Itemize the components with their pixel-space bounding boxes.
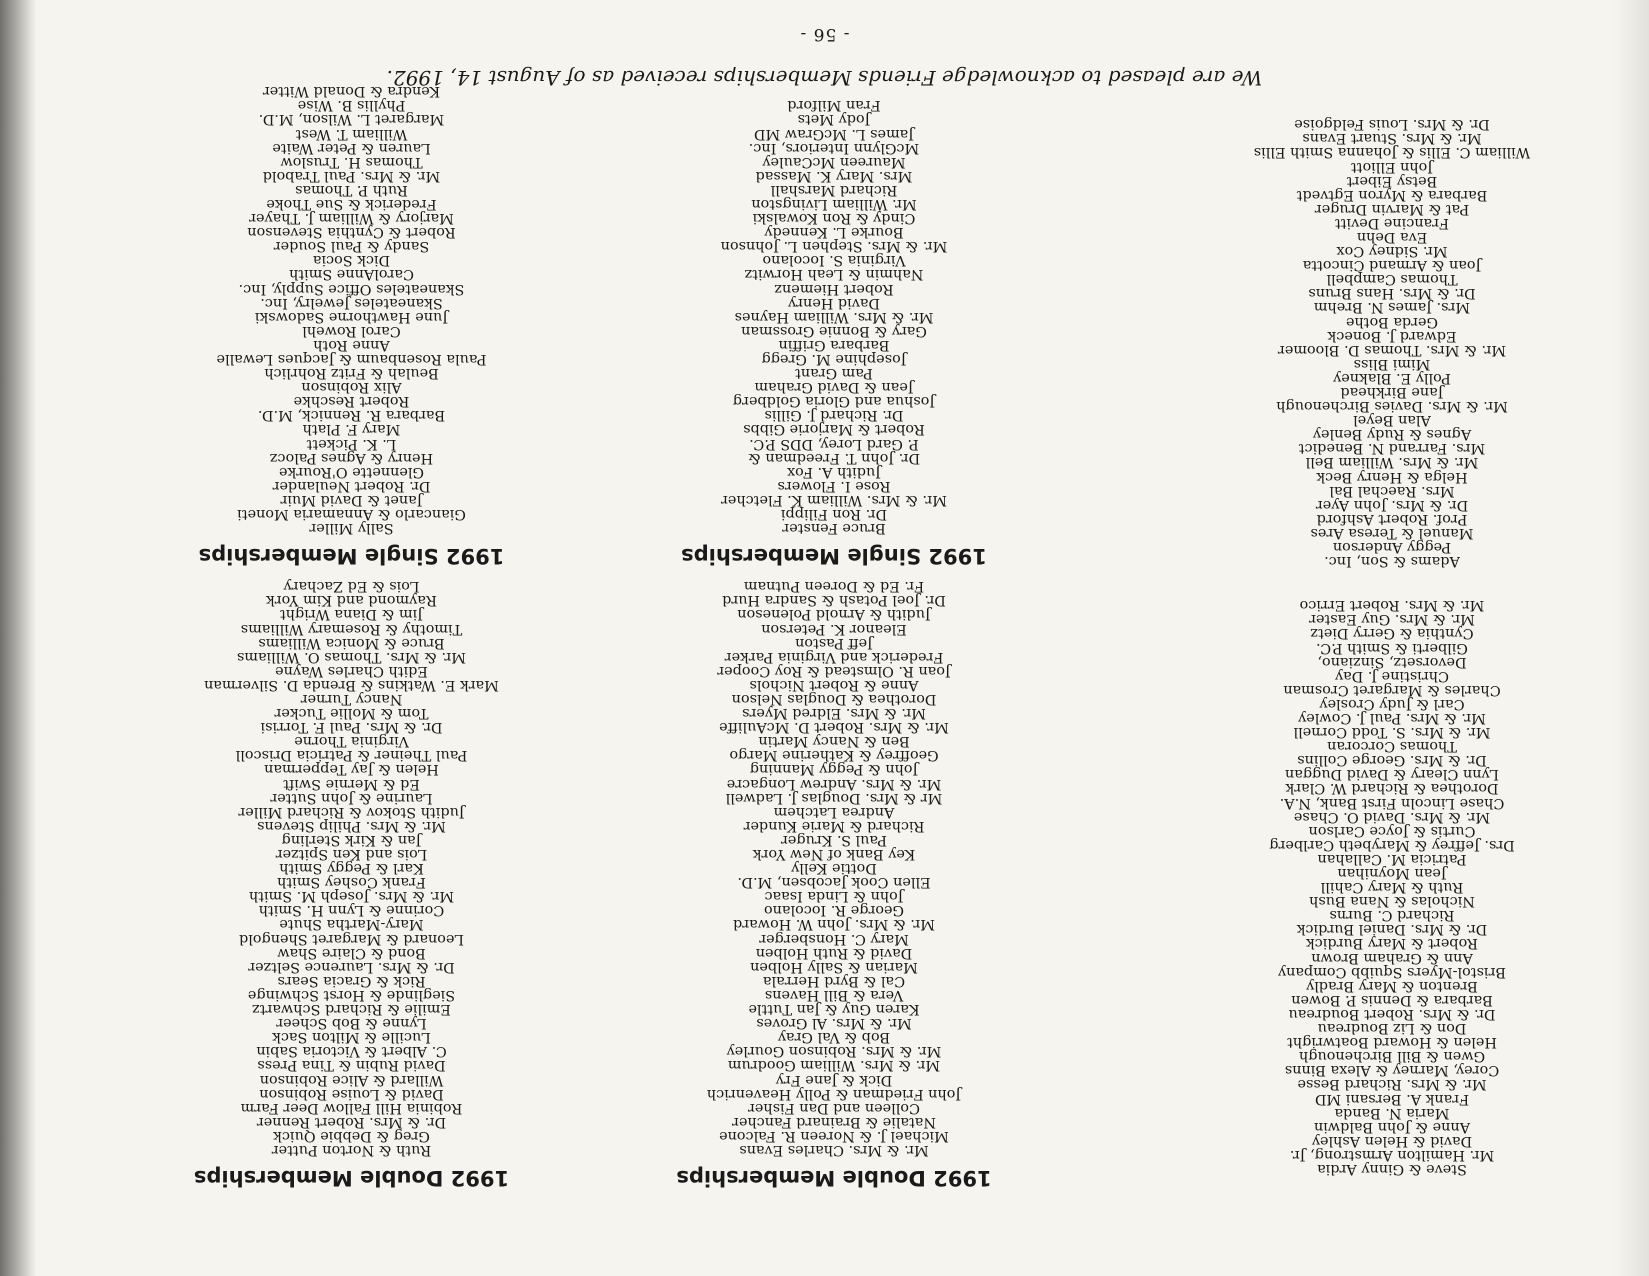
member-name: David Rubin & Tina Press xyxy=(257,1057,446,1074)
member-name: Corey, Marney & Alexa Binns xyxy=(1284,1062,1500,1079)
member-name: Rose I. Flowers xyxy=(777,477,891,494)
member-name: Mr. Hamilton Armstrong, Jr. xyxy=(1289,1146,1495,1163)
member-name: Ruth P. Thomas xyxy=(295,181,408,198)
member-name: P. Gard Lorey, DDS P.C. xyxy=(749,435,919,452)
member-name: Fr. Ed & Doreen Putnam xyxy=(743,578,925,595)
member-name: Paula Rosenbaum & Jacques Lewalle xyxy=(216,351,487,368)
member-name: Robert & Cynthia Stevenson xyxy=(247,224,456,241)
member-name: Jean Moynihan xyxy=(1337,865,1447,882)
member-name: Mr. & Mrs. Stephen L. Johnson xyxy=(720,238,948,255)
member-name: Gilberti & Smith P.C. xyxy=(1316,639,1468,656)
member-name: Jim & Diana Wright xyxy=(280,606,424,623)
page-number: - 56 - xyxy=(799,24,850,44)
member-name: Mr. & Mrs. Richard Besse xyxy=(1297,1076,1487,1093)
member-name: Lois and Ken Spitzer xyxy=(275,846,428,863)
column-1 xyxy=(1177,117,1607,1176)
member-name: Mr. & Mrs. Davies Birchenough xyxy=(1276,398,1508,415)
member-name: Key Bank of New York xyxy=(752,846,916,863)
member-name: Mimi Bliss xyxy=(1353,355,1431,372)
member-name: McGlynn Interiors, Inc. xyxy=(748,139,920,156)
member-name: Pat & Marvin Druger xyxy=(1314,200,1470,217)
member-name: Mrs. Raechal Bal xyxy=(1329,482,1455,499)
member-name: Marian & Sally Holben xyxy=(750,958,918,975)
member-name: Emilie & Richard Schwartz xyxy=(252,1001,451,1018)
member-name: Dr. Richard J. Gillis xyxy=(764,407,904,424)
member-name: Frank Coshey Smith xyxy=(277,874,426,891)
member-name: Bristol-Myers Squibb Company xyxy=(1277,963,1507,980)
member-name: Anne Roth xyxy=(313,336,390,353)
member-name: Mr. & Mrs. Joseph M. Smith xyxy=(248,888,455,905)
member-name: Phyllis B. Wise xyxy=(297,97,406,114)
page-shadow-right xyxy=(0,0,36,1276)
member-name: Mr. & Mrs. Robert D. McAuliffe xyxy=(719,719,949,736)
single-memberships-list xyxy=(614,98,1054,535)
member-name: Polly E. Blakney xyxy=(1333,369,1451,386)
member-name: Betsy Eibert xyxy=(1346,172,1438,189)
member-name: Glennette O'Rourke xyxy=(279,463,424,480)
member-name: Frederick and Virginia Parker xyxy=(724,648,944,665)
member-name: Dr. & Mrs. Paul F. Torrisi xyxy=(260,719,443,736)
member-name: Mr. Sidney Cox xyxy=(1336,243,1448,260)
member-name: Nahmin & Leah Horwitz xyxy=(744,266,924,283)
double-memberships-list xyxy=(614,579,1054,1157)
member-name: Virginia S. Iocolano xyxy=(762,252,906,269)
member-name: Robert Reschke xyxy=(293,393,410,410)
member-name: Mr. & Mrs. Al Groves xyxy=(756,1015,912,1032)
member-name: David & Louise Robinson xyxy=(259,1085,444,1102)
member-name: Richard Marshall xyxy=(770,181,898,198)
member-name: Dorothea & Richard W. Clark xyxy=(1285,780,1499,797)
member-name: Dick Socia xyxy=(312,252,391,269)
member-name: Barbara R. Rennick, M.D. xyxy=(257,407,446,424)
member-name: Dr. & Mrs. Robert Boudreau xyxy=(1288,1005,1496,1022)
member-name: Skaneateles Office Supply, Inc. xyxy=(238,280,465,297)
member-name: Eva Dehn xyxy=(1356,229,1428,245)
member-name: Jody Mets xyxy=(797,111,871,128)
member-name: Prof. Robert Ashford xyxy=(1316,510,1468,527)
member-name: L. K. Pickett xyxy=(306,435,397,452)
member-name: Carol Rowehl xyxy=(302,322,401,339)
member-name: Kendra & Donald Witter xyxy=(262,83,441,100)
member-name: Alix Robinson xyxy=(301,379,402,396)
member-name: William C. Ellis & Johanna Smith Ellis xyxy=(1253,144,1531,161)
member-name: Mr. & Mrs. Philip Stevens xyxy=(257,817,446,834)
member-name: Dr. & Mrs. John Ayer xyxy=(1315,496,1469,513)
single-memberships-heading: 1992 Single Memberships xyxy=(681,544,987,569)
member-name: Barbara & Myron Egtvedt xyxy=(1296,186,1488,203)
member-name: Mary-Martha Shute xyxy=(279,916,424,933)
member-name: Mr. & Mrs. William Goodrum xyxy=(727,1057,941,1074)
member-name: Gerda Bothe xyxy=(1345,313,1439,330)
member-name: Charles & Margaret Crosman xyxy=(1283,681,1501,698)
member-name: Gary & Bonnie Grossman xyxy=(741,322,927,339)
member-name: Karl & Peggy Smith xyxy=(279,860,424,877)
member-name: Dr. & Mrs. Robert Renner xyxy=(256,1113,447,1130)
member-name: Chase Lincoln First Bank, N.A. xyxy=(1279,794,1505,811)
member-name: Mrs. James N. Brehm xyxy=(1313,299,1471,316)
member-name: Mrs. Farrand N. Benedict xyxy=(1298,440,1486,457)
member-name: Thomas Campbell xyxy=(1326,271,1458,288)
member-name: Joan & Armand Cincotta xyxy=(1302,257,1482,274)
member-name: Curtis & Joyce Carlson xyxy=(1308,822,1476,839)
member-name: Devorsetz, Sinziano, xyxy=(1317,653,1467,670)
member-name: Thomas H. Truslow xyxy=(280,153,423,170)
member-name: Edith Charles Wayne xyxy=(275,662,428,679)
member-name: Mr. & Mrs. Andrew Longacre xyxy=(726,775,942,792)
member-name: Raymond and Kim York xyxy=(266,592,437,609)
member-name: Margaret L. Wilson, M.D. xyxy=(258,111,445,128)
member-name: Lynn Cleary & David Duggan xyxy=(1285,766,1499,783)
member-name: Nancy Turner xyxy=(300,691,403,707)
member-name: Giancarlo & Annamaria Moneti xyxy=(237,506,466,523)
member-name: June Hawthorne Sadowski xyxy=(254,308,449,325)
member-name: Mr & Mrs. Douglas J. Ladwell xyxy=(725,789,943,806)
column-1-list xyxy=(1177,117,1607,1176)
member-name: CarolAnne Smith xyxy=(289,266,414,283)
member-name: Gwen & Bill Birchenough xyxy=(1298,1048,1486,1065)
member-name: James L. McGraw MD xyxy=(753,125,915,142)
member-name: Peggy Anderson xyxy=(1332,539,1452,556)
member-name: Vera & Bill Havens xyxy=(764,986,904,1003)
member-name: Mr. & Mrs. Charles Evans xyxy=(739,1142,929,1158)
member-name: Colleen and Dan Fisher xyxy=(748,1099,920,1116)
member-name: Richard C. Burns xyxy=(1329,907,1455,924)
member-name: John & Peggy Manning xyxy=(749,761,919,778)
member-name: Mary F. Plath xyxy=(302,421,401,438)
member-name: Dr. & Mrs. Laurence Seltzer xyxy=(248,958,455,975)
member-name: John Elliott xyxy=(1350,158,1434,175)
member-name: Christine J. Day xyxy=(1335,667,1449,684)
member-name: Lauren & Peter Waite xyxy=(272,139,431,156)
member-name: Frank A. Bersani MD xyxy=(1314,1090,1470,1107)
member-name: Mr. & Mrs. Paul Trabold xyxy=(262,167,441,184)
member-name: Ellen Cook Jacobsen, M.D. xyxy=(737,874,931,891)
member-name: Cynthia & Gerry Dietz xyxy=(1310,625,1474,642)
member-name: Mr. & Mrs. Eldred Myers xyxy=(742,705,926,722)
member-name: Mr. & Mrs. S. Todd Cornell xyxy=(1293,724,1491,741)
member-name: Cindy & Ron Kowalski xyxy=(752,210,916,227)
member-name: Ed & Mernie Swift xyxy=(283,775,420,792)
member-name: Geoffrey & Katherine Margo xyxy=(729,747,939,764)
member-name: Mr. & Mrs. John W. Howard xyxy=(733,916,935,933)
member-name: Joan R. Olmstead & Roy Cooper xyxy=(717,662,951,679)
member-name: Andrea Latchem xyxy=(773,803,895,820)
member-name: Mr. & Mrs. William Bell xyxy=(1305,454,1479,471)
member-name: Helga & Henry Beck xyxy=(1316,468,1468,485)
member-name: Lynne & Bob Scheer xyxy=(276,1015,427,1032)
member-name: Francine Devitt xyxy=(1334,214,1450,231)
member-name: Mr. & Mrs. Robinson Gourley xyxy=(726,1043,942,1060)
member-name: Don & Liz Boudreau xyxy=(1317,1020,1467,1037)
member-name: David Henry xyxy=(788,294,880,311)
member-name: Judith A. Fox xyxy=(787,463,881,480)
double-memberships-heading: 1992 Double Memberships xyxy=(193,1166,510,1190)
member-name: Pam Grant xyxy=(795,365,873,382)
member-name: Manuel & Teresa Ares xyxy=(1310,524,1474,541)
member-name: Alan Beyel xyxy=(1353,412,1431,429)
member-name: Steve & Ginny Ardia xyxy=(1317,1161,1467,1177)
intro-text: We are pleased to acknowledge Friends Memberships received as of August 14, 1992. xyxy=(386,66,1263,90)
member-name: Dorothea & Douglas Nelson xyxy=(731,691,937,707)
single-memberships-list xyxy=(129,84,574,535)
member-name: Jane Birkhead xyxy=(1340,384,1444,401)
member-name: Dr. John T. Freedman & xyxy=(747,449,921,466)
member-name: Adams & Son, Inc. xyxy=(1324,553,1460,570)
member-name: Mr. & Mrs. William Haynes xyxy=(734,308,934,325)
member-name: Judith & Arnold Poleneson xyxy=(737,606,931,623)
member-name: Carl & Judy Crosley xyxy=(1319,695,1465,712)
member-name: Lucille & Milton Sack xyxy=(272,1029,431,1046)
member-name: Josephine M. Gregg xyxy=(761,351,907,368)
member-name: Dr. Ron Filippi xyxy=(780,506,888,523)
member-name: Agnes & Rudy Benley xyxy=(1312,426,1472,443)
member-name: Mr. William Livingston xyxy=(751,196,917,212)
member-name: Bond & Claire Shaw xyxy=(277,944,426,961)
member-name: Janet & David Muir xyxy=(280,491,423,508)
member-name: George R. Iocolano xyxy=(763,902,905,919)
member-name: Willard & Alice Robinson xyxy=(259,1071,444,1088)
double-memberships-list xyxy=(129,579,574,1157)
member-name: Dr. & Mrs. George Collins xyxy=(1297,752,1487,769)
member-name: John Friedman & Polly Heavenrich xyxy=(706,1085,962,1102)
member-name: Bob & Val Gray xyxy=(777,1029,891,1046)
single-memberships-heading: 1992 Single Memberships xyxy=(198,544,505,569)
member-name: Mr. & Mrs. David O. Chase xyxy=(1293,808,1491,825)
member-name: Ben & Nancy Martin xyxy=(758,733,910,750)
member-name: Robinia Hill Fallow Deer Farm xyxy=(240,1099,463,1116)
member-name: Nicholas & Nana Bush xyxy=(1309,893,1475,910)
member-name: Mr. & Mrs. Stuart Evans xyxy=(1302,130,1482,147)
member-name: Beulah & Fritz Rohrlich xyxy=(264,365,439,382)
member-name: Fran Milford xyxy=(787,97,881,114)
member-name: Paul Theiner & Patricia Driscoll xyxy=(235,747,468,764)
member-name: Dr. Joel Potash & Sandra Hurd xyxy=(722,592,946,609)
member-name: Corinne & Lynn H. Smith xyxy=(258,902,445,919)
member-name: Dick & Jane Fry xyxy=(775,1071,893,1088)
member-name: Brenton & Mary Bradly xyxy=(1306,977,1478,994)
member-name: Dr. Robert Neulander xyxy=(272,477,431,494)
member-name: Eleanor K. Peterson xyxy=(761,620,907,637)
column-3 xyxy=(129,84,574,1201)
member-name: Drs. Jeffrey & Marybeth Carlberg xyxy=(1269,836,1515,853)
member-name: Timothy & Rosemary Williams xyxy=(240,620,463,637)
member-name: Leonard & Margaret Shengold xyxy=(239,930,464,947)
member-name: Rick & Gracia Sears xyxy=(277,972,426,989)
double-memberships-heading: 1992 Double Memberships xyxy=(676,1166,992,1190)
member-name: Dottie Kelly xyxy=(791,860,877,877)
member-name: William T. West xyxy=(295,125,408,142)
member-name: Patricia M. Callahan xyxy=(1317,850,1467,867)
member-name: Laurine & John Sutter xyxy=(270,789,433,806)
member-name: Natalie & Brainard Fancher xyxy=(732,1113,936,1130)
member-name: David & Helen Ashley xyxy=(1311,1132,1473,1149)
member-name: Mr. & Mrs. Thomas D. Bloomer xyxy=(1277,341,1507,358)
member-name: Sally Miller xyxy=(309,520,394,537)
member-name: Mrs. Mary K. Massad xyxy=(755,167,913,184)
member-name: Mr. & Mrs. Robert Errico xyxy=(1299,597,1485,614)
member-name: Dr. & Mrs. Daniel Burdick xyxy=(1296,921,1488,938)
member-name: Jan & Kirk Sterling xyxy=(281,831,422,848)
member-name: Judith Stokov & Richard Miller xyxy=(238,803,465,820)
member-name: Ann & Graham Brown xyxy=(1311,949,1473,966)
member-name: Paul S. Kruger xyxy=(780,831,888,848)
member-name: Dr. & Mrs. Hans Bruns xyxy=(1308,285,1476,302)
member-name: Robert Hiemenz xyxy=(774,280,894,297)
member-name: Joshua and Gloria Goldberg xyxy=(732,393,936,410)
member-name: Mr. & Mrs. Thomas O. Williams xyxy=(236,648,467,665)
member-name: Bourke L. Kennedy xyxy=(764,224,904,241)
member-name: Barbara & Dennis P. Bowen xyxy=(1291,991,1493,1008)
member-name: Greg & Debbie Quick xyxy=(273,1127,430,1144)
page-shadow-left xyxy=(1613,0,1649,1276)
column-2 xyxy=(614,98,1054,1201)
member-name: Virginia Thorne xyxy=(294,733,409,750)
member-name: Lois & Ed Zachary xyxy=(283,578,420,595)
member-name: Marjory & William J. Thayer xyxy=(249,210,454,227)
member-name: Frederick & Sue Thoke xyxy=(266,196,437,212)
member-name: Helen & Howard Boatwright xyxy=(1287,1034,1497,1051)
member-name: Maureen McCauley xyxy=(762,153,906,170)
member-name: Sieglinde & Horst Schwinge xyxy=(247,986,456,1003)
member-name: Maria N. Banda xyxy=(1334,1104,1450,1121)
member-name: Anne & John Baldwin xyxy=(1313,1118,1471,1135)
member-name: Mr. & Mrs. William K. Fletcher xyxy=(721,491,947,508)
member-name: Edward J. Boneck xyxy=(1327,327,1457,344)
member-name: Ruth & Norton Putter xyxy=(271,1142,432,1158)
list-spacer xyxy=(1177,568,1607,598)
member-name: David & Ruth Holben xyxy=(755,944,913,961)
member-name: Ruth & Mary Cahill xyxy=(1320,879,1464,896)
member-name: Karen Guy & Jan Tuttle xyxy=(748,1001,920,1018)
member-name: Dr. & Mrs. Louis Feldgoise xyxy=(1294,116,1490,133)
member-name: Jeff Paston xyxy=(795,634,873,651)
member-name: Robert & Marjorie Gibbs xyxy=(743,421,925,438)
member-name: Richard & Marie Kunder xyxy=(743,817,925,834)
member-name: Michael J. & Noreen R. Falcone xyxy=(719,1127,949,1144)
member-name: C. Albert & Victoria Sabin xyxy=(256,1043,447,1060)
member-name: John & Linda Isaac xyxy=(764,888,904,905)
member-name: Helen & Jay Tepperman xyxy=(264,761,439,778)
member-name: Barbara Griffin xyxy=(778,336,890,353)
member-name: Mary C. Honsberger xyxy=(759,930,909,947)
member-name: Mr. & Mrs. Paul J. Cowley xyxy=(1298,710,1486,726)
member-name: Mark E. Watkins & Brenda D. Silverman xyxy=(204,676,499,693)
member-name: Thomas Corcoran xyxy=(1327,738,1457,755)
member-name: Jean & David Graham xyxy=(754,379,914,396)
member-name: Henry & Agnes Palocz xyxy=(269,449,434,466)
member-name: Mr. & Mrs. Guy Easter xyxy=(1309,611,1475,628)
member-name: Sandy & Paul Souder xyxy=(273,238,430,255)
member-name: Anne & Robert Nichols xyxy=(749,676,919,693)
member-name: Robert & Mary Burdick xyxy=(1305,935,1479,952)
member-name: Skaneateles Jewelry, Inc. xyxy=(260,294,443,311)
member-name: Bruce & Monica Williams xyxy=(258,634,445,651)
member-name: Cal & Byrd Herrala xyxy=(762,972,906,989)
member-name: Tom & Mollie Tucker xyxy=(274,705,429,722)
member-name: Bruce Fenster xyxy=(782,520,886,537)
